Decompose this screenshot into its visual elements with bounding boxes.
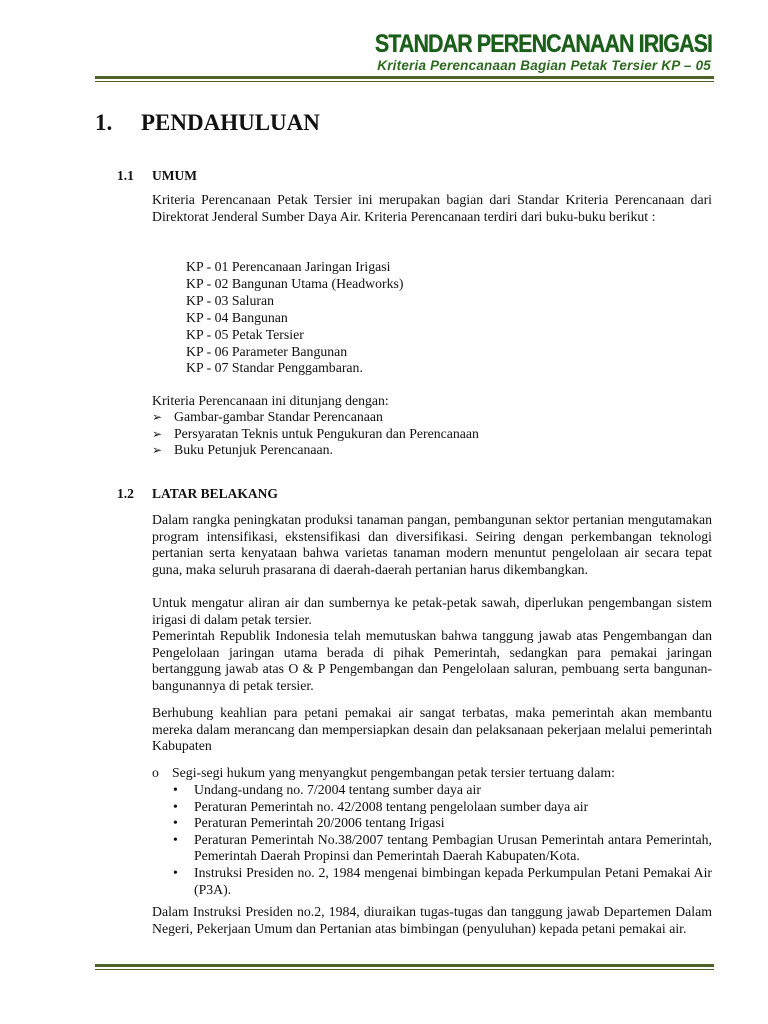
list-item: ➢ Persyaratan Teknis untuk Pengukuran dan Perencanaan — [152, 425, 479, 441]
list-item: KP - 07 Standar Penggambaran. — [186, 360, 363, 376]
header-subtitle: Kriteria Perencanaan Bagian Petak Tersier KP – 05 — [377, 58, 711, 73]
circle-bullet-icon: o — [152, 765, 159, 780]
list-item: KP - 05 Petak Tersier — [186, 326, 304, 342]
arrow-bullet-icon: ➢ — [152, 426, 163, 441]
legal-intro: o Segi-segi hukum yang menyangkut pengembangan petak tersier tertuang dalam: — [152, 765, 615, 780]
kp-book-list — [186, 259, 404, 377]
section-heading-umum — [117, 168, 197, 184]
bullet-icon: • — [173, 815, 178, 831]
list-item: • Instruksi Presiden no. 2, 1984 mengenai bimbingan kepada Perkumpulan Petani Pemakai Air (P3A). — [173, 864, 712, 897]
chapter-title: PENDAHULUAN — [141, 110, 320, 135]
chapter-number: 1. — [95, 110, 113, 135]
section-heading-latar-belakang — [117, 486, 278, 502]
latar-paragraph-2: Untuk mengatur aliran air dan sumbernya ke petak-petak sawah, diperlukan pengembangan sistem irigasi di dalam petak tersier. — [152, 595, 712, 627]
header-title: STANDAR PERENCANAAN IRIGASI — [374, 30, 712, 58]
section-title: LATAR BELAKANG — [152, 486, 278, 501]
list-item: • Peraturan Pemerintah No.38/2007 tentang Pembagian Urusan Pemerintah antara Pemerintah, Pemerintah Daerah Propinsi dan Pemerintah Daerah Kabupaten/Kota. — [173, 831, 712, 864]
support-list — [152, 409, 479, 459]
list-item: • Peraturan Pemerintah no. 42/2008 tentang pengelolaan sumber daya air — [173, 798, 589, 814]
latar-paragraph-1: Dalam rangka peningkatan produksi tanaman pangan, pembangunan sektor pertanian mengutamakan program intensifikasi, ekstensifikasi dan diversifikasi. Seiring dengan perkembangan teknologi pertanian serta kenyataan bahwa varietas tanaman modern menuntut pengelolaan air secara tepat guna, maka seluruh prasarana di daerah-daerah pertanian harus dikembangkan. — [152, 512, 712, 577]
section-number: 1.2 — [117, 486, 134, 501]
latar-closing-paragraph: Dalam Instruksi Presiden no.2, 1984, diuraikan tugas-tugas dan tanggung jawab Departemen Dalam Negeri, Pekerjaan Umum dan Pertanian atas bimbingan (penyuluhan) kepada petani pemakai air. — [152, 904, 712, 936]
bullet-icon: • — [173, 864, 178, 880]
section-title: UMUM — [152, 168, 197, 183]
latar-paragraph-3: Pemerintah Republik Indonesia telah memutuskan bahwa tanggung jawab atas Pengembangan dan Pengelolaan jaringan utama berada di pihak Pemerintah, sedangkan para pemakai jaringan bertanggung jawab atas O & P Pengembangan dan Pengelolaan saluran, pembuang serta bangunan-bangunannya di petak tersier. — [152, 628, 712, 693]
list-item: • Undang-undang no. 7/2004 tentang sumber daya air — [173, 782, 481, 797]
support-intro: Kriteria Perencanaan ini ditunjang dengan: — [152, 393, 389, 408]
chapter-heading — [95, 110, 320, 136]
list-item: KP - 01 Perencanaan Jaringan Irigasi — [186, 259, 391, 274]
list-item: KP - 03 Saluran — [186, 292, 275, 308]
section-number: 1.1 — [117, 168, 134, 183]
list-item: KP - 02 Bangunan Utama (Headworks) — [186, 275, 404, 291]
header-rule — [95, 76, 714, 79]
list-item: KP - 06 Parameter Bangunan — [186, 343, 348, 359]
arrow-bullet-icon: ➢ — [152, 410, 163, 424]
list-item: • Peraturan Pemerintah 20/2006 tentang Irigasi — [173, 815, 445, 831]
list-item: ➢ Buku Petunjuk Perencanaan. — [152, 442, 334, 458]
list-item: ➢ Gambar-gambar Standar Perencanaan — [152, 409, 383, 424]
umum-intro-paragraph: Kriteria Perencanaan Petak Tersier ini merupakan bagian dari Standar Kriteria Perencanaan dari Direktorat Jenderal Sumber Daya Air. Kriteria Perencanaan terdiri dari buku-buku berikut : — [152, 192, 712, 224]
footer-rule-thin — [95, 969, 714, 970]
footer-rule — [95, 964, 714, 967]
header-rule-thin — [95, 81, 714, 82]
arrow-bullet-icon: ➢ — [152, 443, 163, 458]
list-item: KP - 04 Bangunan — [186, 309, 288, 325]
bullet-icon: • — [173, 798, 178, 814]
bullet-icon: • — [173, 782, 178, 797]
bullet-icon: • — [173, 831, 178, 847]
legal-list — [152, 782, 712, 898]
latar-paragraph-4: Berhubung keahlian para petani pemakai air sangat terbatas, maka pemerintah akan membantu mereka dalam merancang dan mempersiapkan desain dan pelaksanaan pekerjaan melalui pemerintah Kabupaten — [152, 705, 712, 754]
